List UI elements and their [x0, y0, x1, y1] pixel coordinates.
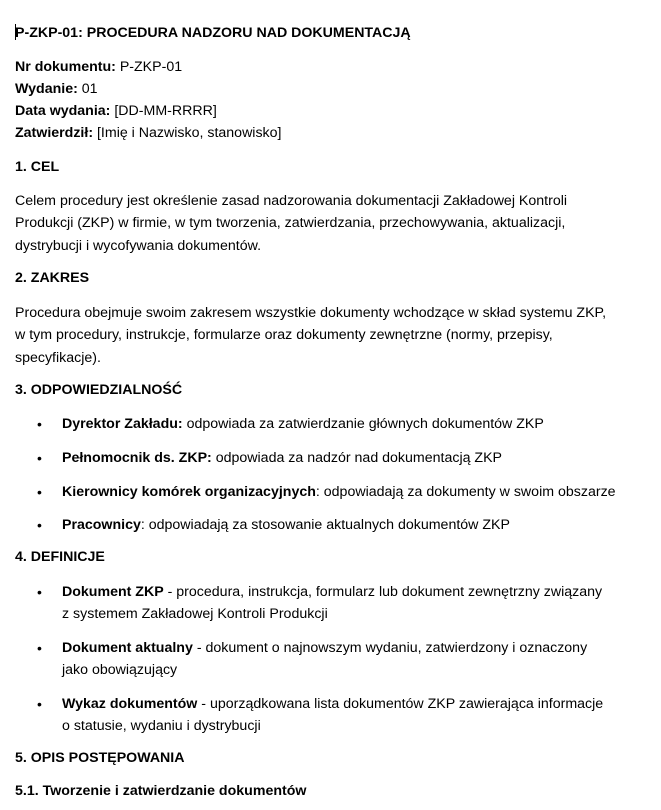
section-heading-zakres: 2. ZAKRES — [15, 270, 90, 286]
bullet-icon: • — [37, 696, 42, 712]
zakres-line-3: specyfikacje). — [15, 350, 101, 366]
meta-edition: Wydanie: 01 — [15, 81, 98, 97]
zakres-line-2: w tym procedury, instrukcje, formularze oraz dokumenty zewnętrzne (normy, przepisy, — [15, 327, 553, 343]
bullet-icon: • — [37, 484, 42, 500]
bullet-icon: • — [37, 584, 42, 600]
section-heading-cel: 1. CEL — [15, 159, 60, 175]
section-heading-definicje: 4. DEFINICJE — [15, 549, 105, 565]
bullet-icon: • — [37, 517, 42, 533]
meta-approved-by: Zatwierdził: [Imię i Nazwisko, stanowisko] — [15, 125, 282, 141]
cel-line-1: Celem procedury jest określenie zasad nadzorowania dokumentacji Zakładowej Kontroli — [15, 193, 568, 209]
meta-document-number: Nr dokumentu: P-ZKP-01 — [15, 59, 183, 75]
cel-line-2: Produkcji (ZKP) w firmie, w tym tworzenia, zatwierdzania, przechowywania, aktualizacji, — [15, 215, 566, 231]
bullet-icon: • — [37, 450, 42, 466]
cel-line-3: dystrybucji i wycofywania dokumentów. — [15, 238, 262, 254]
section-heading-opis: 5. OPIS POSTĘPOWANIA — [15, 750, 185, 766]
meta-issue-date: Data wydania: [DD-MM-RRRR] — [15, 103, 217, 119]
bullet-icon: • — [37, 416, 42, 432]
document-page[interactable]: P-ZKP-01: PROCEDURA NADZORU NAD DOKUMENTACJĄ Nr dokumentu: P-ZKP-01 Wydanie: 01 Data wydania: [DD-MM-RRRR] Zatwierdził: [Imię i Nazwisko, stanowisko] 1. CEL Celem procedury jest określenie zasad nadzorowania dokumentacji Zakładowej Kontroli Produkcji (ZKP) w firmie, w tym tworzenia, zatwierdzania, przechowywania, aktualizacji, dystrybucji i wycofywania dokumentów. 2. ZAKRES Procedura obejmuje swoim zakresem wszystkie dokumenty wchodzące w skład systemu ZKP, w tym procedury, instrukcje, formularze oraz dokumenty zewnętrzne (normy, przepisy, specyfikacje). 3. ODPOWIEDZIALNOŚĆ • Dyrektor Zakładu: odpowiada za zatwierdzanie głównych dokumentów ZKP • Pełnomocnik ds. ZKP: odpowiada za nadzór nad dokumentacją ZKP • Kierownicy komórek organizacyjnych: odpowiadają za dokumenty w swoim obszarze • Pracownicy: odpowiadają za stosowanie aktualnych dokumentów ZKP 4. DEFINICJE • Dokument ZKP - procedura, instrukcja, formularz lub dokument zewnętrzny związany z systemem Zakładowej Kontroli Produkcji • Dokument aktualny - dokument o najnowszym wydaniu, zatwierdzony i oznaczony jako obowiązujący • Wykaz dokumentów - uporządkowana lista dokumentów ZKP zawierająca informacje o statusie, wydaniu i dystrybucji 5. OPIS POSTĘPOWANIA 5.1. Tworzenie i zatwierdzanie dokumentów — [15, 25, 616, 799]
document-title: P-ZKP-01: PROCEDURA NADZORU NAD DOKUMENTACJĄ — [15, 25, 411, 41]
subsection-heading-5-1: 5.1. Tworzenie i zatwierdzanie dokumentów — [15, 783, 307, 799]
zakres-line-1: Procedura obejmuje swoim zakresem wszystkie dokumenty wchodzące w skład systemu ZKP, — [15, 305, 607, 321]
bullet-icon: • — [37, 640, 42, 656]
section-heading-odpowiedzialnosc: 3. ODPOWIEDZIALNOŚĆ — [15, 382, 183, 398]
